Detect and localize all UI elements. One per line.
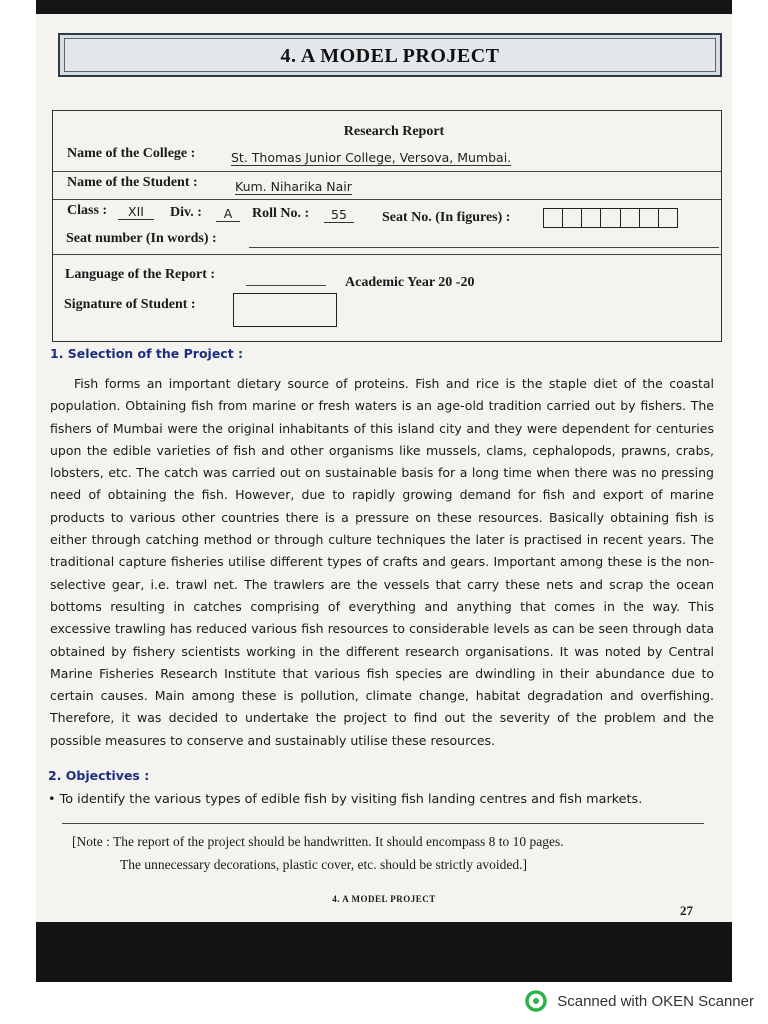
note-line-2: The unnecessary decorations, plastic cover, etc. should be strictly avoided.]	[120, 857, 527, 872]
roll-value: 55	[324, 207, 354, 223]
form-divider	[53, 254, 721, 255]
page-number: 27	[680, 903, 693, 918]
student-label: Name of the Student :	[67, 175, 198, 190]
seat-digit-box[interactable]	[563, 209, 582, 227]
scan-bottom-edge	[36, 922, 732, 982]
class-label: Class :	[67, 203, 108, 218]
div-label: Div. :	[170, 205, 202, 220]
seat-digit-box[interactable]	[544, 209, 563, 227]
section-objectives-heading: 2. Objectives :	[48, 768, 150, 783]
chapter-title: 4. A MODEL PROJECT	[280, 45, 500, 67]
seat-digit-box[interactable]	[640, 209, 659, 227]
roll-label: Roll No. :	[252, 206, 310, 221]
college-label: Name of the College :	[67, 146, 196, 161]
chapter-banner	[58, 33, 722, 77]
form-divider	[53, 199, 721, 200]
page-footer-title: 4. A MODEL PROJECT	[332, 894, 436, 904]
signature-box[interactable]	[233, 293, 337, 327]
seat-figures-label: Seat No. (In figures) :	[382, 210, 511, 225]
scanner-watermark	[525, 990, 754, 1012]
scan-top-edge	[36, 0, 732, 14]
note-block	[72, 830, 704, 876]
signature-label: Signature of Student :	[64, 297, 196, 312]
div-value: A	[216, 206, 240, 222]
seat-words-label: Seat number (In words) :	[66, 231, 217, 246]
seat-words-line[interactable]	[249, 247, 719, 248]
form-divider	[53, 171, 721, 172]
language-label: Language of the Report :	[65, 267, 216, 282]
selection-paragraph: Fish forms an important dietary source of proteins. Fish and rice is the staple diet of the coastal population. Obtaining fish from marine or fresh waters is an age-old tradition carried out by fishers. The fishers of Mumbai were the original inhabitants of this island city and they were dependent for centuries upon the edible varieties of fish and other organisms like mussels, clams, cephalopods, prawns, crabs, lobsters, etc. The catch was carried out on sustainable basis for a long time when there was no pressing need of obtaining the fish. However, due to rapidly growing demand for fish and export of marine products to various other countries there is a pressure on these resources. Basically obtaining fish is either through catching method or through culture techniques the later is practised in recent years. The traditional capture fisheries utilise different types of crafts and gears. Important among these is the non-selective gear, i.e. trawl net. The trawlers are the vessels that carry these nets and scrap the ocean bottoms resulting in catches comprising of everything and anything that comes in the way. This excessive trawling has reduced various fish resources to considerable levels as can be seen through data obtained by fishery scientists working in the different research organisations. It was noted by Central Marine Fisheries Research Institute that various fish species are dwindling in their abundance due to certain causes. Main among these is pollution, climate change, habitat degradation and overfishing. Therefore, it was decided to undertake the project to find out the severity of the problem and the possible measures to conserve and sustainably utilise these resources.	[50, 376, 714, 748]
class-value: XII	[118, 204, 154, 220]
college-value: St. Thomas Junior College, Versova, Mumbai.	[231, 150, 512, 165]
scanner-watermark-text: Scanned with OKEN Scanner	[557, 992, 754, 1010]
seat-digit-box[interactable]	[659, 209, 677, 227]
seat-number-boxes[interactable]	[543, 208, 678, 228]
note-line-1: [Note : The report of the project should be handwritten. It should encompass 8 to 10 pages.	[72, 834, 564, 849]
academic-year-label: Academic Year 20 -20	[345, 275, 475, 290]
seat-digit-box[interactable]	[621, 209, 640, 227]
section-selection-heading: 1. Selection of the Project :	[50, 346, 244, 361]
seat-digit-box[interactable]	[601, 209, 620, 227]
section-selection-body	[50, 373, 714, 752]
oken-logo-icon	[525, 990, 547, 1012]
objective-bullet: • To identify the various types of edible fish by visiting fish landing centres and fish markets.	[48, 792, 643, 807]
student-value: Kum. Niharika Nair	[235, 179, 352, 194]
language-line[interactable]	[246, 285, 326, 286]
note-divider	[62, 823, 704, 824]
seat-digit-box[interactable]	[582, 209, 601, 227]
form-heading: Research Report	[343, 124, 445, 139]
